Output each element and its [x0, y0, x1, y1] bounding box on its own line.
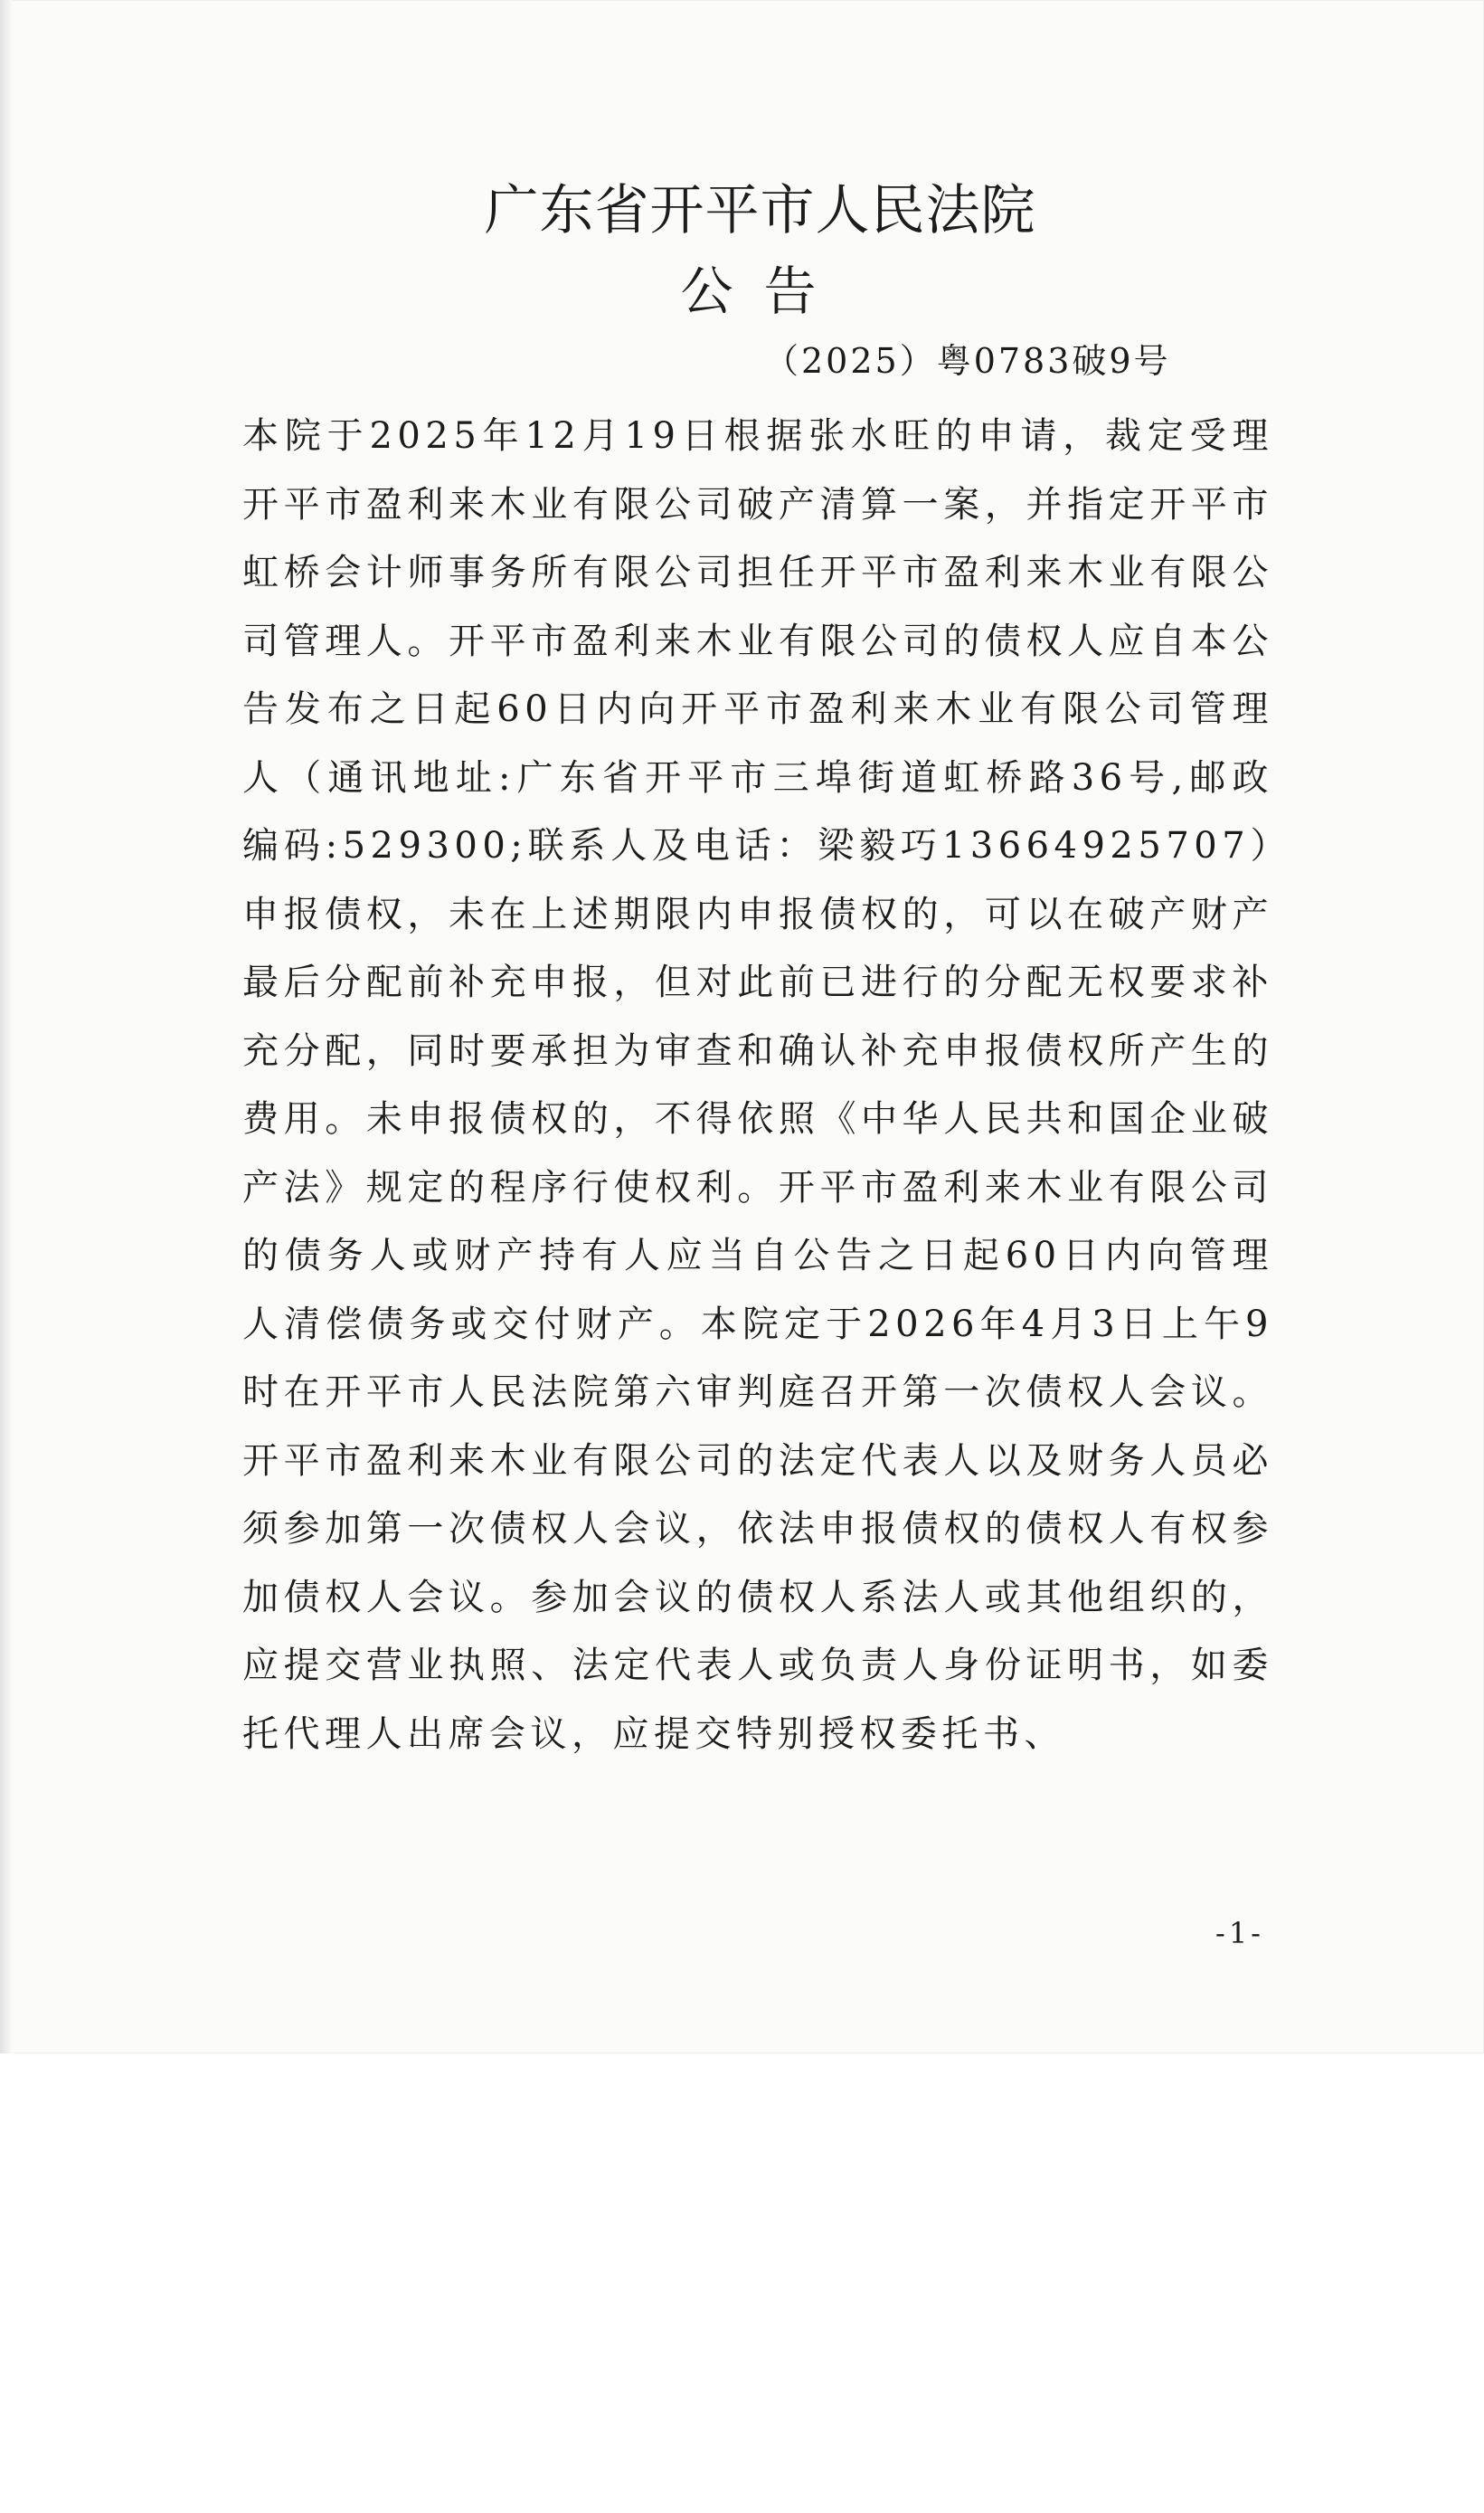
notice-body: 本院于2025年12月19日根据张水旺的申请，裁定受理开平市盈利来木业有限公司破产清算一案，并指定开平市虹桥会计师事务所有限公司担任开平市盈利来木业有限公司管理人。开平市盈利来木业有限公司的债权人应自本公告发布之日起60日内向开平市盈利来木业有限公司管理人（通讯地址:广东省开平市三埠街道虹桥路36号,邮政编码:529300;联系人及电话：梁毅巧13664925707）申报债权，未在上述期限内申报债权的，可以在破产财产最后分配前补充申报，但对此前已进行的分配无权要求补充分配，同时要承担为审查和确认补充申报债权所产生的费用。未申报债权的，不得依照《中华人民共和国企业破产法》规定的程序行使权利。开平市盈利来木业有限公司的债务人或财产持有人应当自公告之日起60日内向管理人清偿债务或交付财产。本院定于2026年4月3日上午9时在开平市人民法院第六审判庭召开第一次债权人会议。开平市盈利来木业有限公司的法定代表人以及财务人员必须参加第一次债权人会议，依法申报债权的债权人有权参加债权人会议。参加会议的债权人系法人或其他组织的，应提交营业执照、法定代表人或负责人身份证明书，如委托代理人出席会议，应提交特别授权委托书、 — [242, 415, 1273, 1755]
case-number: （2025）粤0783破9号 — [764, 341, 1171, 381]
page-number: -1- — [1215, 1916, 1264, 1950]
court-name: 广东省开平市人民法院 — [484, 179, 1036, 242]
blank-bottom-area — [0, 2053, 1484, 2513]
notice-title: 公告 — [680, 261, 847, 322]
